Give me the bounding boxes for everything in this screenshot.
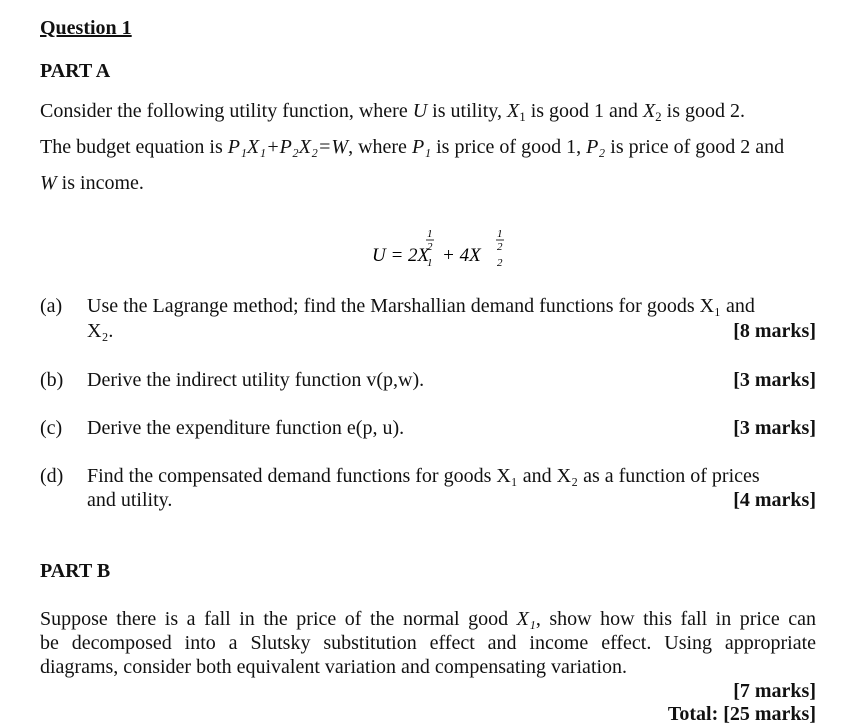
item-c-label: (c) [40, 417, 63, 439]
part-b-text: Suppose there is a fall in the price of the normal good [40, 608, 517, 630]
part-b-line-3: diagrams, consider both equivalent variation and compensating variation. [40, 656, 628, 678]
part-a-heading: PART A [40, 60, 111, 82]
equation-exp-den-2: 2 [497, 241, 503, 253]
item-c-line-1: Derive the expenditure function e(p, u). [87, 417, 405, 439]
item-a-marks: [8 marks] [733, 320, 816, 342]
subscript: 2 [655, 109, 662, 124]
item-d-label: (d) [40, 465, 64, 487]
intro-text: is price of good 1, [431, 136, 587, 158]
intro-line-3 [40, 172, 144, 195]
item-d-line-2: and utility. [87, 489, 173, 511]
part-b-line-1 [40, 608, 816, 631]
good-symbol: X [642, 100, 656, 122]
part-b-line-2: be decomposed into a Slutsky substitution effect and income effect. Using appropriate [40, 632, 816, 654]
item-c-marks: [3 marks] [733, 417, 816, 439]
equation-sub-2: 2 [497, 257, 503, 269]
item-a-line-2: X₂. [87, 320, 114, 342]
equation-plus-term: + 4X [442, 245, 481, 266]
utility-equation [372, 224, 512, 268]
intro-text: The budget equation is [40, 136, 228, 158]
price-symbol: P₁ [411, 136, 432, 158]
intro-text: is income. [56, 172, 144, 194]
intro-text: , where [348, 136, 412, 158]
item-d-marks: [4 marks] [733, 489, 816, 511]
equation-exp-num-1: 1 [427, 228, 433, 240]
equation-exp-den-1: 2 [427, 241, 433, 253]
intro-text: Consider the following utility function, where [40, 100, 413, 122]
part-b-text: , show how this fall in price can [535, 608, 817, 630]
question-title: Question 1 [40, 17, 132, 39]
equation-lhs: U = 2X [372, 245, 430, 266]
income-symbol: W [40, 172, 57, 194]
item-b-label: (b) [40, 369, 64, 391]
item-d-line-1: Find the compensated demand functions for goods X₁ and X₂ as a function of prices [87, 465, 760, 487]
item-b-line-1: Derive the indirect utility function v(p,w). [87, 369, 425, 391]
intro-text: is price of good 2 and [605, 136, 785, 158]
part-b-heading: PART B [40, 560, 111, 582]
item-a-line-1: Use the Lagrange method; find the Marshallian demand functions for goods X₁ and [87, 295, 755, 317]
subscript: 1 [519, 109, 526, 124]
budget-equation: P₁X₁+P₂X₂=W [227, 136, 349, 158]
intro-text: is good 2. [661, 100, 745, 122]
equation-sub-1: 1 [427, 257, 433, 269]
utility-equation-graphic [372, 224, 512, 268]
intro-line-2 [40, 136, 784, 159]
intro-text: is good 1 and [525, 100, 643, 122]
utility-symbol: U [412, 100, 428, 122]
price-symbol: P₂ [586, 136, 606, 158]
part-b-marks: [7 marks] [733, 680, 816, 702]
equation-exp-num-2: 1 [497, 228, 503, 240]
item-b-marks: [3 marks] [733, 369, 816, 391]
intro-text: is utility, [427, 100, 507, 122]
good-symbol: X [507, 100, 520, 122]
good-symbol: X₁ [516, 608, 536, 630]
total-marks: Total: [25 marks] [667, 703, 816, 725]
item-a-label: (a) [40, 295, 63, 317]
intro-line-1 [40, 100, 745, 123]
